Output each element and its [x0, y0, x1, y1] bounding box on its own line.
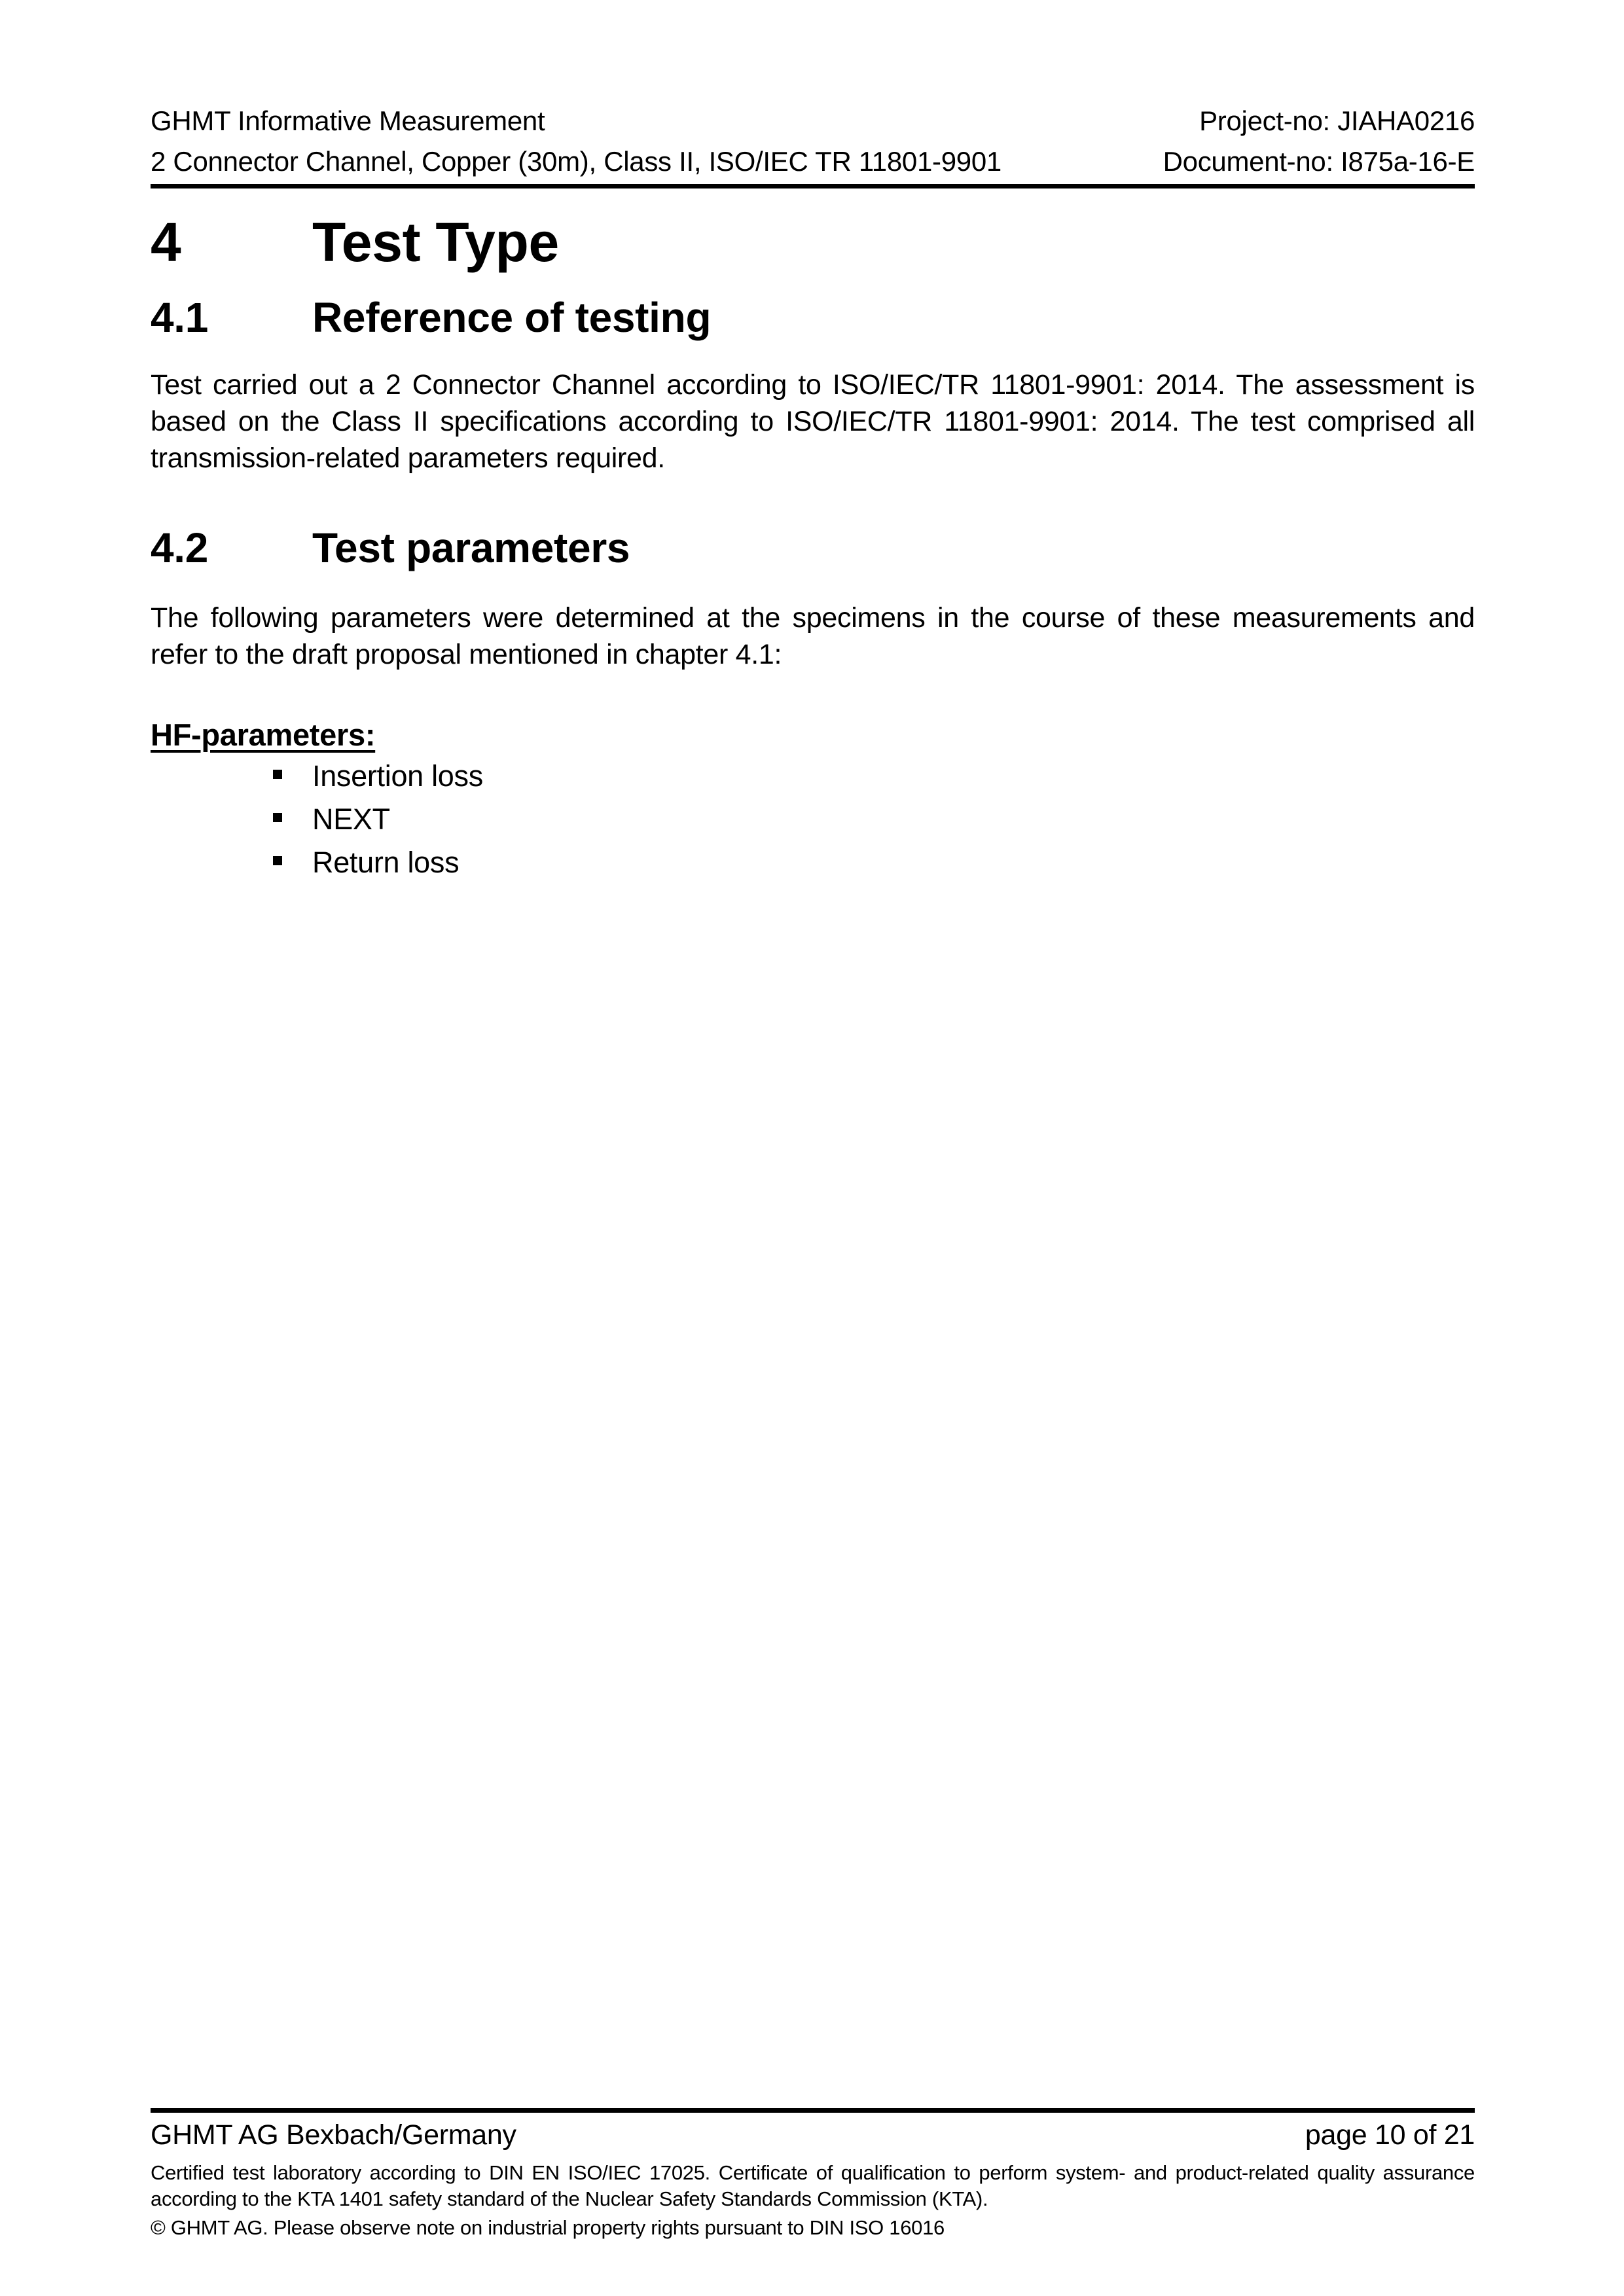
- page-header-row-1: [151, 105, 1475, 137]
- bullet-square-icon: [273, 770, 282, 779]
- bullet-square-icon: [273, 856, 282, 865]
- list-item-label: Insertion loss: [312, 759, 483, 793]
- section-number: 4: [151, 211, 181, 273]
- hf-parameters-list: [273, 759, 483, 889]
- section-heading-4: [151, 213, 1475, 271]
- header-doc-type: GHMT Informative Measurement: [151, 105, 545, 136]
- bullet-square-icon: [273, 813, 282, 822]
- list-item: [273, 759, 483, 793]
- footer-certification-text: Certified test laboratory according to DIN EN ISO/IEC 17025. Certificate of qualification to perform system- and product-related quality assurance according to the KTA 1401 safety standard of the Nuclear Safety Standards Commission (KTA).: [151, 2161, 1475, 2210]
- section-title: Test parameters: [312, 524, 630, 571]
- footer-divider-rule: [151, 2108, 1475, 2113]
- section-heading-4-1: [151, 295, 1475, 340]
- footer-page-number: page 10 of 21: [1305, 2119, 1475, 2151]
- footer-company: GHMT AG Bexbach/Germany: [151, 2119, 516, 2151]
- footer-row: [151, 2118, 1475, 2152]
- section-4-1-paragraph: Test carried out a 2 Connector Channel according to ISO/IEC/TR 11801-9901: 2014. The assessment is based on the Class II specifications according to ISO/IEC/TR 11801-9901: 2014. The test comprised all transmission-related parameters required.: [151, 369, 1475, 474]
- section-4-2-paragraph: The following parameters were determined at the specimens in the course of these measurements and refer to the draft proposal mentioned in chapter 4.1:: [151, 602, 1475, 670]
- page-header-row-2: [151, 145, 1475, 178]
- section-number: 4.1: [151, 294, 209, 341]
- footer-copyright-text: © GHMT AG. Please observe note on industrial property rights pursuant to DIN ISO 16016: [151, 2216, 945, 2239]
- header-divider-rule: [151, 184, 1475, 188]
- header-doc-subject: 2 Connector Channel, Copper (30m), Class II, ISO/IEC TR 11801-9901: [151, 146, 1001, 177]
- list-item: [273, 846, 483, 880]
- hf-parameters-label: HF-parameters:: [151, 717, 376, 752]
- section-number: 4.2: [151, 524, 209, 571]
- section-heading-4-2: [151, 525, 1475, 571]
- section-title: Test Type: [312, 211, 559, 273]
- list-item-label: NEXT: [312, 802, 390, 836]
- section-title: Reference of testing: [312, 294, 712, 341]
- list-item: [273, 802, 483, 836]
- header-project-no: Project-no: JIAHA0216: [1199, 105, 1475, 136]
- list-item-label: Return loss: [312, 846, 460, 879]
- header-document-no: Document-no: I875a-16-E: [1163, 146, 1475, 177]
